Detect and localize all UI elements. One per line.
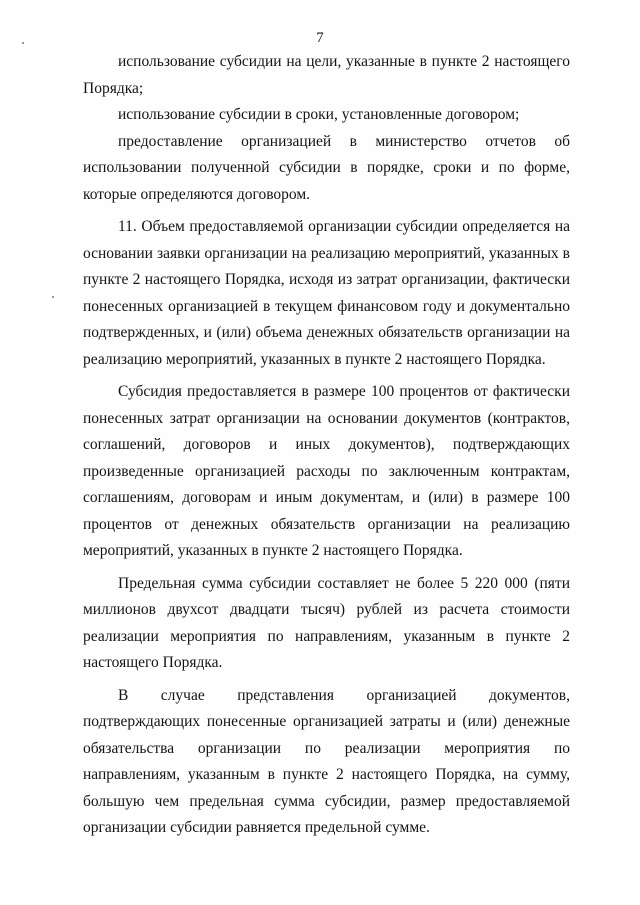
document-body <box>83 49 570 846</box>
paragraph-item-11: 11. Объем предоставляемой организации субсидии определяется на основании заявки организации на реализацию мероприятий, указанных в пункте 2 настоящего Порядка, исходя из затрат организации, фактически понесенных организацией в текущем финансовом году и документально подтвержденных, и (или) объема денежных обязательств организации на реализацию мероприятий, указанных в пункте 2 настоящего Порядка. <box>83 218 570 368</box>
paragraph-reports: предоставление организацией в министерство отчетов об использовании полученной субсидии в порядке, сроки и по форме, которые определяются договором. <box>83 132 570 203</box>
paragraph-excess-documents: В случае представления организацией документов, подтверждающих понесенные организацией затраты и (или) денежные обязательства организации по реализации мероприятия по направлениям, указанным в пункте 2 настоящего Порядка, на сумму, большую чем предельная сумма субсидии, размер предоставляемой организации субсидии равняется предельной сумме. <box>83 686 570 836</box>
scan-speck <box>52 296 54 298</box>
paragraph-subsidy-terms: использование субсидии в сроки, установленные договором; <box>118 106 520 123</box>
scan-speck <box>22 42 24 44</box>
paragraph-subsidy-purpose: использование субсидии на цели, указанные в пункте 2 настоящего Порядка; <box>83 53 570 97</box>
paragraph-maximum-sum: Предельная сумма субсидии составляет не более 5 220 000 (пяти миллионов двухсот двадцати тысяч) рублей из расчета стоимости реализации мероприятия по направлениям, указанным в пункте 2 настоящего Порядка. <box>83 574 570 671</box>
paragraph-subsidy-amount: Субсидия предоставляется в размере 100 процентов от фактически понесенных затрат организации на основании документов (контрактов, соглашений, договоров и иных документов), подтверждающих произведенные организацией расходы по заключенным контрактам, соглашениям, договорам и иным документам, и (или) в размере 100 процентов от денежных обязательств организации на реализацию мероприятий, указанных в пункте 2 настоящего Порядка. <box>83 383 570 559</box>
page-number: 7 <box>316 30 324 46</box>
